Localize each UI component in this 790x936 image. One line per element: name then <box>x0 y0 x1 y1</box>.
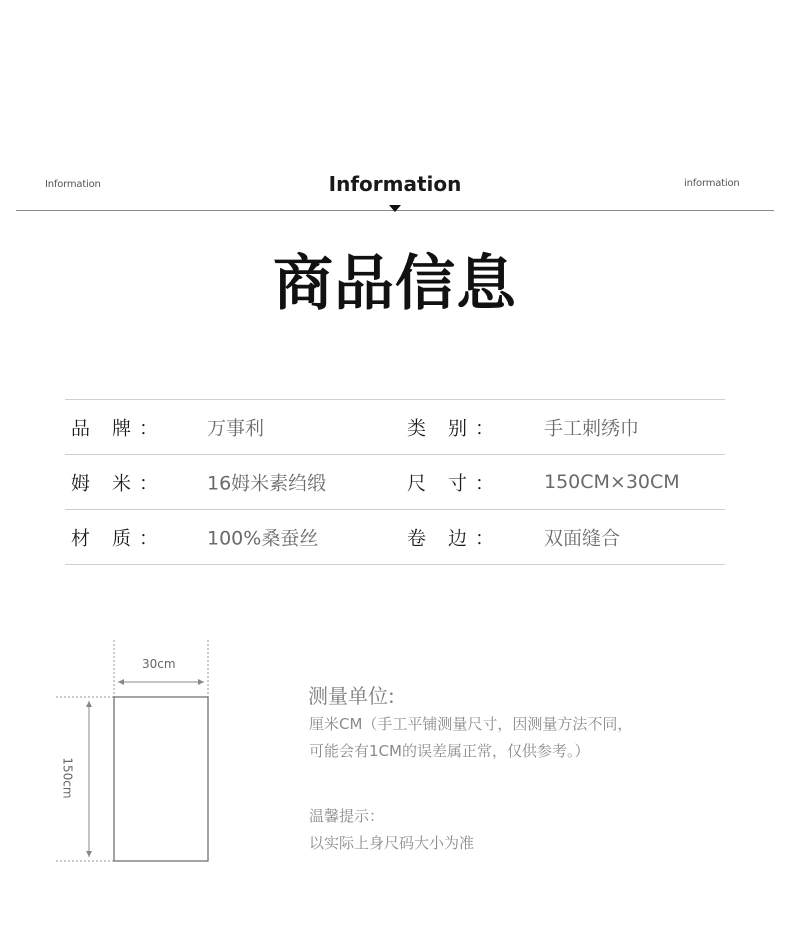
triangle-down-icon <box>389 205 401 212</box>
spec-row <box>65 399 725 454</box>
spec-label-material: 材 质： <box>71 527 167 550</box>
spec-value-momme: 16姆米素绉缎 <box>207 472 327 495</box>
header-left-tag: Information <box>45 179 101 190</box>
spec-label-brand: 品 牌： <box>71 417 167 440</box>
spec-label-momme: 姆 米： <box>71 472 167 495</box>
scarf-outline <box>114 697 208 861</box>
spec-label-hem: 卷 边： <box>407 527 503 550</box>
tip-text: 以实际上身尺码大小为准 <box>309 834 475 852</box>
width-arrow-head-left <box>118 679 124 685</box>
width-arrow-head-right <box>198 679 204 685</box>
height-arrow-head-top <box>86 701 92 707</box>
width-label: 30cm <box>142 657 176 671</box>
spec-value-hem: 双面缝合 <box>544 527 621 550</box>
spec-row <box>65 509 725 565</box>
height-label: 150cm <box>60 757 75 799</box>
notes-title: 测量单位: <box>308 684 395 708</box>
header-center-tag: Information <box>328 172 462 196</box>
spec-table <box>65 399 725 565</box>
spec-value-category: 手工刺绣巾 <box>544 417 640 440</box>
header-right-tag: information <box>684 178 740 189</box>
spec-value-brand: 万事利 <box>207 417 265 440</box>
spec-row <box>65 454 725 509</box>
page-title: 商品信息 <box>273 249 517 319</box>
height-arrow-head-bottom <box>86 851 92 857</box>
tip-title: 温馨提示： <box>309 807 385 825</box>
spec-label-size: 尺 寸： <box>407 472 503 495</box>
spec-value-size: 150CM×30CM <box>544 471 680 493</box>
spec-label-category: 类 别： <box>407 417 503 440</box>
notes-line-1: 厘米CM（手工平铺测量尺寸，因测量方法不同， <box>309 715 633 733</box>
spec-value-material: 100%桑蚕丝 <box>207 527 319 550</box>
notes-line-2: 可能会有1CM的误差属正常，仅供参考。） <box>309 742 590 760</box>
